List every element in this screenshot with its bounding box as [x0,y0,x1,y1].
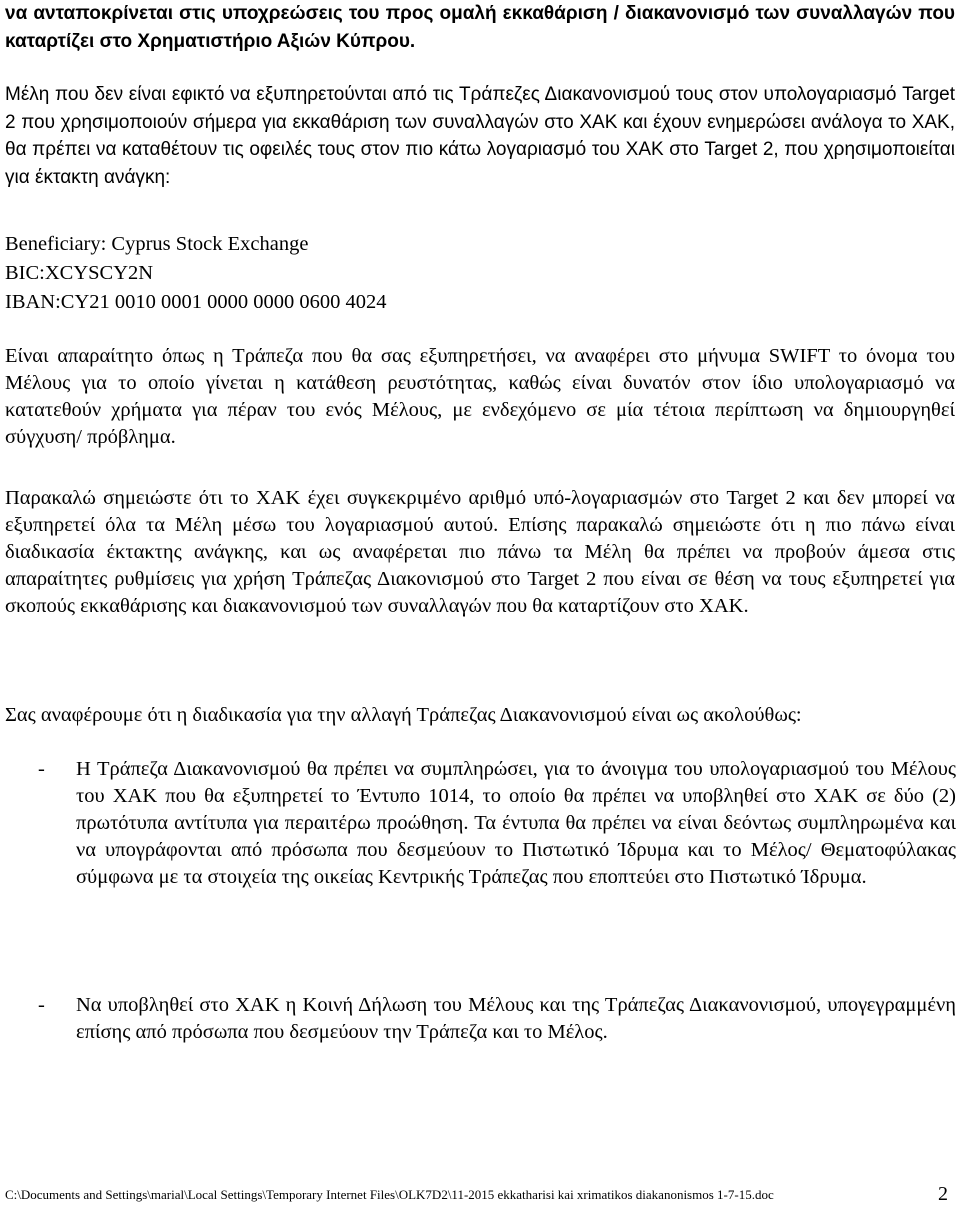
list-item-text: Η Τράπεζα Διακανονισμού θα πρέπει να συμπληρώσει, για το άνοιγμα του υπολογαριασμού του Μέλους του ΧΑΚ που θα εξυπηρετεί το Έντυπο 1014, το οποίο θα πρέπει να υποβληθεί στο ΧΑΚ σε δύο (2) πρωτότυπα αντίτυπα για περαιτέρω προώθηση. Τα έντυπα θα πρέπει να είναι δεόντως συμπληρωμένα και να υπογράφονται από πρόσωπα που δεσμεύουν το Πιστωτικό Ίδρυμα και το Μέλος/ Θεματοφύλακας σύμφωνα με τα στοιχεία της οικείας Κεντρικής Τράπεζας που εποπτεύει στο Πιστωτικό Ίδρυμα. [76,758,956,888]
footer-file-path: C:\Documents and Settings\marial\Local Settings\Temporary Internet Files\OLK7D2\11-2015 ekkatharisi kai xrimatikos diakanonismos 1-7-15.doc [5,1187,774,1202]
procedure-paragraph: Σας αναφέρουμε ότι η διαδικασία για την αλλαγή Τράπεζας Διακανονισμού είναι ως ακολούθως: [5,704,802,726]
iban-line: IBAN:CY21 0010 0001 0000 0000 0600 4024 [5,291,387,313]
target2-paragraph: Παρακαλώ σημειώστε ότι το ΧΑΚ έχει συγκεκριμένο αριθμό υπό-λογαριασμών στο Target 2 και δεν μπορεί να εξυπηρετεί όλα τα Μέλη μέσω του λογαριασμού αυτού. Επίσης παρακαλώ σημειώστε ότι η πιο πάνω είναι διαδικασία έκτακτης ανάγκης, και ως αναφέρεται πιο πάνω τα Μέλη θα πρέπει να προβούν άμεσα στις απαραίτητες ρυθμίσεις για χρήση Τράπεζας Διακονισμού στο Target 2 που είναι σε θέση να τους εξυπηρετεί για σκοπούς εκκαθάρισης και διακανονισμού των συναλλαγών που θα καταρτίζουν στο ΧΑΚ. [5,487,955,617]
list-dash: - [38,994,45,1016]
bic-line: BIC:XCYSCY2N [5,262,154,284]
list-dash: - [38,758,45,780]
account-details [5,230,705,317]
list-item-text: Να υποβληθεί στο ΧΑΚ η Κοινή Δήλωση του Μέλους και της Τράπεζας Διακανονισμού, υπογεγραμμένη επίσης από πρόσωπα που δεσμεύουν την Τράπεζα και το Μέλος. [76,994,956,1043]
intro-bold-paragraph: να ανταποκρίνεται στις υποχρεώσεις του προς ομαλή εκκαθάριση / διακανονισμό των συναλλαγών που καταρτίζει στο Χρηματιστήριο Αξιών Κύπρου. [5,3,955,52]
swift-paragraph: Είναι απαραίτητο όπως η Τράπεζα που θα σας εξυπηρετήσει, να αναφέρει στο μήνυμα SWIFT το όνομα του Μέλους για το οποίο γίνεται η κατάθεση ρευστότητας, καθώς είναι δυνατόν στον ίδιο υπολογαριασμό να κατατεθούν χρήματα για πέραν του ενός Μέλους, με ενδεχόμενο σε μία τέτοια περίπτωση να δημιουργηθεί σύγχυση/ πρόβλημα. [5,345,955,448]
intro-paragraph: Μέλη που δεν είναι εφικτό να εξυπηρετούνται από τις Τράπεζες Διακανονισμού τους στον υπολογαριασμό Target 2 που χρησιμοποιούν σήμερα για εκκαθάριση των συναλλαγών στο ΧΑΚ και έχουν ενημερώσει ανάλογα το ΧΑΚ, θα πρέπει να καταθέτουν τις οφειλές τους στον πιο κάτω λογαριασμό του ΧΑΚ στο Target 2, που χρησιμοποιείται για έκτακτη ανάγκη: [5,84,955,188]
page-number: 2 [938,1183,948,1205]
beneficiary-line: Beneficiary: Cyprus Stock Exchange [5,233,309,255]
